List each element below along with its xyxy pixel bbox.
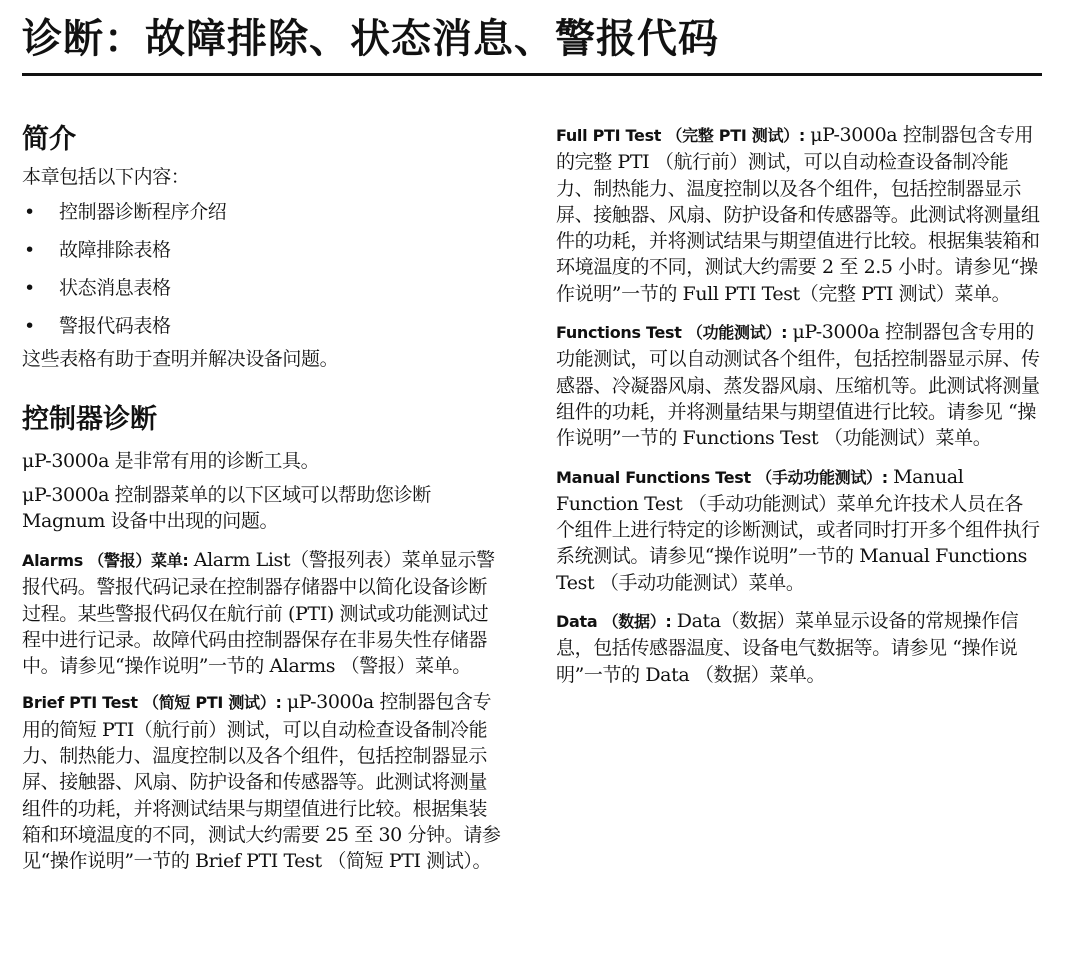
controller-p2: μP-3000a 控制器菜单的以下区域可以帮助您诊断 Magnum 设备中出现的问题。 <box>22 484 431 532</box>
brief-pti-term: Brief PTI Test （简短 PTI 测试） <box>22 693 276 713</box>
list-item <box>22 193 505 231</box>
full-pti-entry <box>556 122 1041 307</box>
title-rule <box>22 73 1042 76</box>
bullet-icon: • <box>24 239 35 261</box>
brief-pti-sep: : <box>275 693 287 713</box>
alarms-entry <box>22 547 505 679</box>
list-item-text: 警报代码表格 <box>59 315 171 337</box>
manual-functions-entry <box>556 464 1041 596</box>
functions-sep: : <box>781 323 793 343</box>
brief-pti-entry <box>22 689 505 874</box>
list-item <box>22 269 505 307</box>
list-item-text: 状态消息表格 <box>59 277 171 299</box>
functions-entry <box>556 319 1041 451</box>
list-item-text: 控制器诊断程序介绍 <box>59 201 227 223</box>
full-pti-term: Full PTI Test （完整 PTI 测试） <box>556 126 799 145</box>
left-column <box>22 120 505 875</box>
data-text: Data（数据）菜单显示设备的常规操作信息，包括传感器温度、设备电气数据等。请参见 “操作说明”一节的 Data （数据）菜单。 <box>556 610 1019 686</box>
alarms-term: Alarms （警报）菜单 <box>22 551 183 570</box>
data-sep: : <box>665 612 677 632</box>
controller-heading: 控制器诊断 <box>22 404 157 435</box>
data-term: Data （数据） <box>556 612 666 632</box>
bullet-icon: • <box>24 277 35 299</box>
bullet-icon: • <box>24 315 35 337</box>
alarms-sep: : <box>182 551 194 570</box>
full-pti-text: μP-3000a 控制器包含专用的完整 PTI （航行前）测试，可以自动检查设备制冷能力、制热能力、温度控制以及各个组件，包括控制器显示屏、接触器、风扇、防护设备和传感器等。此测试将测量组件的功耗，并将测试结果与期望值进行比较。根据集装箱和环境温度的不同，测试大约需要 2 至 2.5 小时。请参见“操作说明”一节的 Full PTI Test（完整 PTI 测试）菜单。 <box>556 124 1040 305</box>
intro-list <box>22 193 505 345</box>
list-item-text: 故障排除表格 <box>59 239 171 261</box>
alarms-text: Alarm List（警报列表）菜单显示警报代码。警报代码记录在控制器存储器中以简化设备诊断过程。某些警报代码仅在航行前 (PTI) 测试或功能测试过程中进行记录。故障代码由控制器保存在非易失性存储器中。请参见“操作说明”一节的 Alarms （警报）菜单。 <box>22 549 495 678</box>
bullet-icon: • <box>24 201 35 223</box>
controller-p1: μP-3000a 是非常有用的诊断工具。 <box>22 450 320 472</box>
intro-heading: 简介 <box>22 124 76 155</box>
intro-lead: 本章包括以下内容： <box>22 166 190 188</box>
brief-pti-text: μP-3000a 控制器包含专用的简短 PTI（航行前）测试，可以自动检查设备制冷能力、制热能力、温度控制以及各个组件，包括控制器显示屏、接触器、风扇、防护设备和传感器等。此测试将测量组件的功耗，并将测试结果与期望值进行比较。根据集装箱和环境温度的不同，测试大约需要 25 至 30 分钟。请参见“操作说明”一节的 Brief PTI Test （简短 PTI 测试）。 <box>22 691 501 873</box>
data-entry <box>556 608 1041 688</box>
list-item <box>22 307 505 345</box>
manual-functions-term: Manual Functions Test （手动功能测试） <box>556 467 882 487</box>
right-column <box>556 122 1041 688</box>
page-title: 诊断：故障排除、状态消息、警报代码 <box>22 16 719 62</box>
functions-term: Functions Test （功能测试） <box>556 323 782 343</box>
manual-functions-text: Manual Function Test （手动功能测试）菜单允许技术人员在各个组件上进行特定的诊断测试，或者同时打开多个组件执行系统测试。请参见“操作说明”一节的 Manual Functions Test （手动功能测试）菜单。 <box>556 465 1040 594</box>
manual-functions-sep: : <box>881 467 894 487</box>
functions-text: μP-3000a 控制器包含专用的功能测试，可以自动测试各个组件，包括控制器显示屏、传感器、冷凝器风扇、蒸发器风扇、压缩机等。此测试将测量组件的功耗，并将测量结果与期望值进行比较。请参见 “操作说明”一节的 Functions Test （功能测试）菜单。 <box>556 321 1040 450</box>
full-pti-sep: : <box>798 126 811 145</box>
intro-closing: 这些表格有助于查明并解决设备问题。 <box>22 348 339 370</box>
list-item <box>22 231 505 269</box>
